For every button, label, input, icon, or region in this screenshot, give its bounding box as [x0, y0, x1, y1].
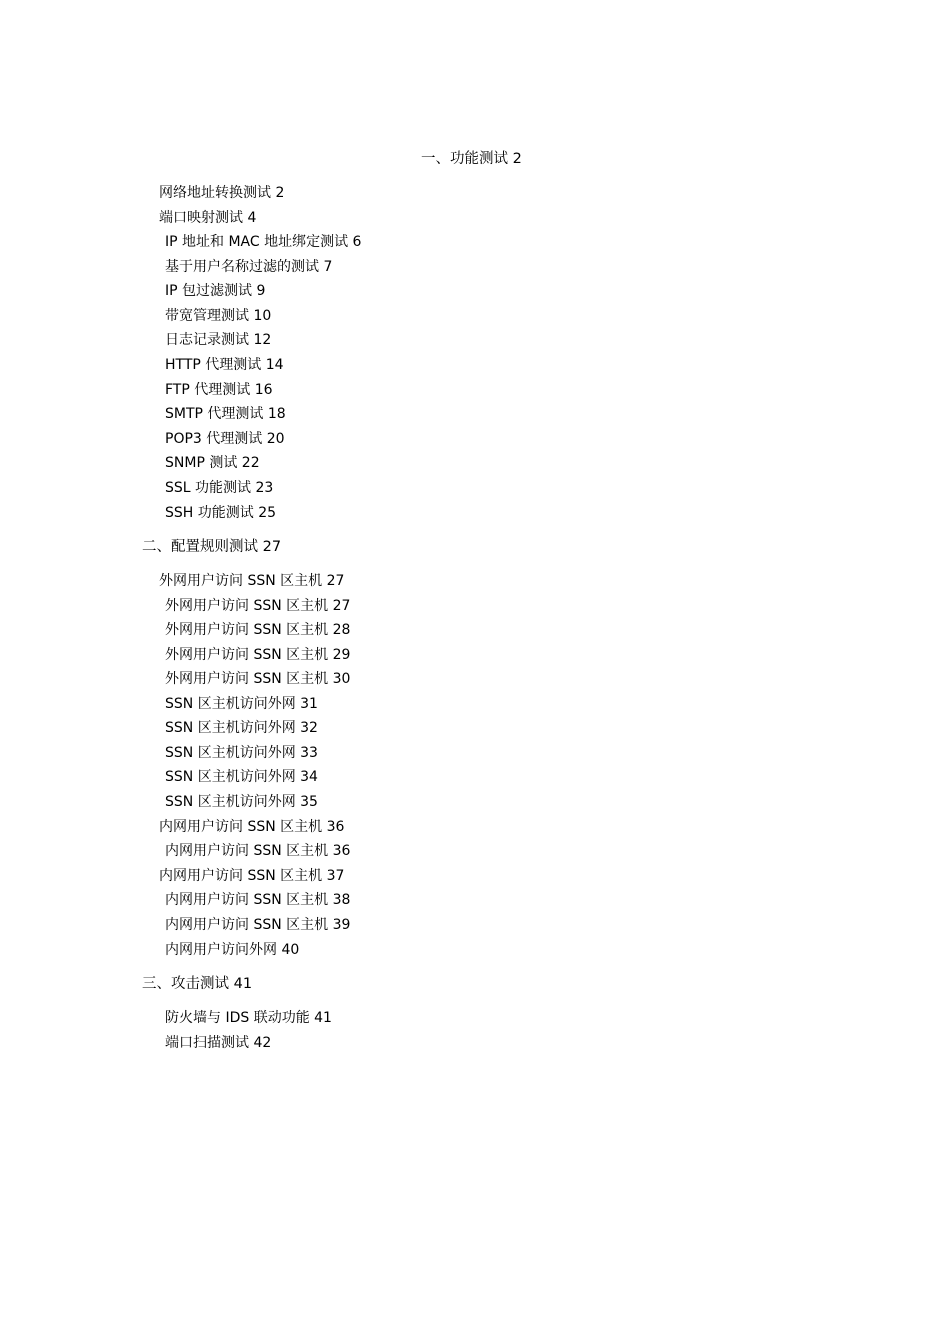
toc-item: 防火墙与 IDS 联动功能 41	[165, 1010, 332, 1026]
toc-item: POP3 代理测试 20	[165, 431, 285, 447]
toc-item: SSN 区主机访问外网 31	[165, 696, 318, 712]
toc-item: 带宽管理测试 10	[165, 308, 272, 324]
toc-item: 内网用户访问 SSN 区主机 39	[165, 917, 351, 933]
toc-heading-section3: 三、攻击测试 41	[142, 976, 253, 992]
toc-item: 内网用户访问 SSN 区主机 37	[159, 868, 345, 884]
toc-item: HTTP 代理测试 14	[165, 357, 284, 373]
toc-item: 端口扫描测试 42	[165, 1035, 272, 1051]
toc-item: SSH 功能测试 25	[165, 505, 277, 521]
toc-item: SSN 区主机访问外网 32	[165, 720, 318, 736]
toc-item: SNMP 测试 22	[165, 455, 260, 471]
toc-item: 基于用户名称过滤的测试 7	[165, 259, 333, 275]
toc-item: IP 包过滤测试 9	[165, 283, 266, 299]
toc-item: 外网用户访问 SSN 区主机 29	[165, 647, 351, 663]
toc-item: 外网用户访问 SSN 区主机 27	[159, 573, 345, 589]
toc-item: 端口映射测试 4	[159, 210, 257, 226]
toc-heading-section1: 一、功能测试 2	[421, 151, 522, 167]
toc-item: 外网用户访问 SSN 区主机 30	[165, 671, 351, 687]
toc-item: FTP 代理测试 16	[165, 382, 273, 398]
toc-item: 内网用户访问 SSN 区主机 38	[165, 892, 351, 908]
toc-item: 内网用户访问 SSN 区主机 36	[165, 843, 351, 859]
toc-item: 内网用户访问 SSN 区主机 36	[159, 819, 345, 835]
toc-item: 网络地址转换测试 2	[159, 185, 285, 201]
toc-item: SSN 区主机访问外网 33	[165, 745, 318, 761]
toc-item: SSL 功能测试 23	[165, 480, 274, 496]
toc-item: 外网用户访问 SSN 区主机 28	[165, 622, 351, 638]
toc-item: 内网用户访问外网 40	[165, 942, 300, 958]
toc-item: IP 地址和 MAC 地址绑定测试 6	[165, 234, 362, 250]
toc-item: 日志记录测试 12	[165, 332, 272, 348]
toc-item: SMTP 代理测试 18	[165, 406, 286, 422]
toc-item: SSN 区主机访问外网 35	[165, 794, 318, 810]
toc-heading-section2: 二、配置规则测试 27	[142, 539, 282, 555]
toc-item: SSN 区主机访问外网 34	[165, 769, 318, 785]
toc-item: 外网用户访问 SSN 区主机 27	[165, 598, 351, 614]
